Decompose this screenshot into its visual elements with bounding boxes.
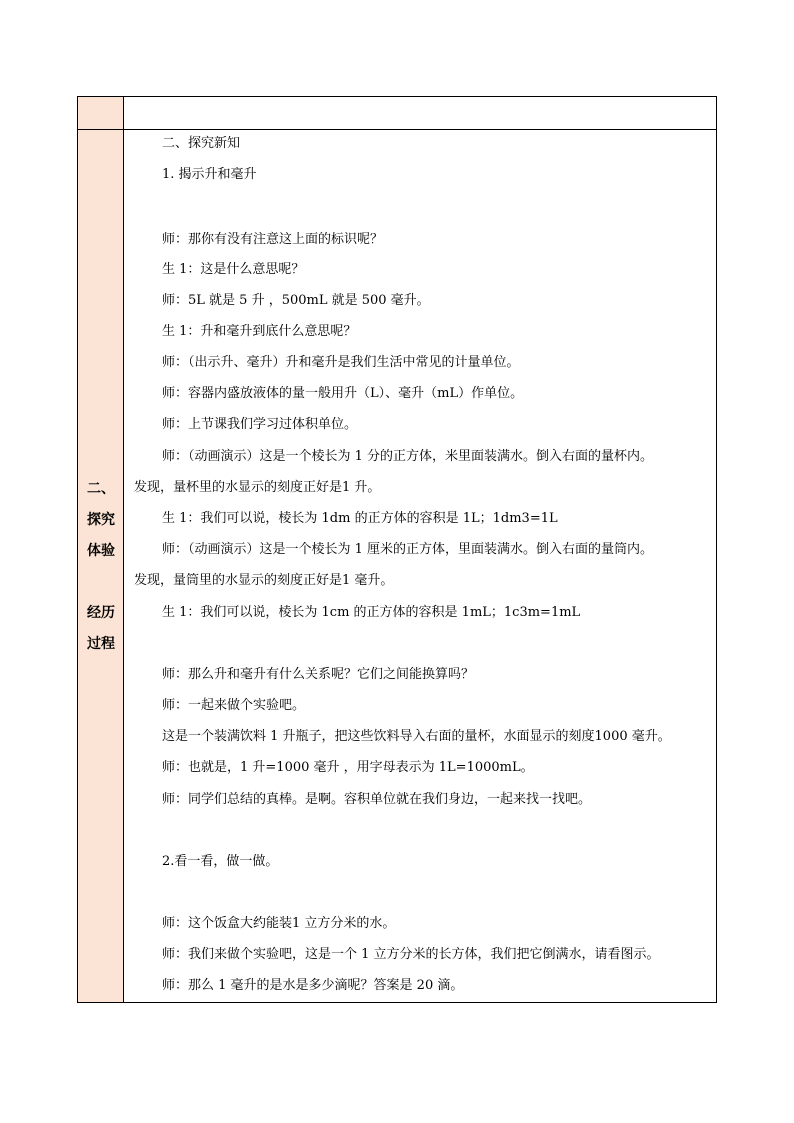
content-line: 师：容器内盛放液体的量一般用升（L）、毫升（mL）作单位。	[162, 386, 524, 401]
content-line: 师：（动画演示）这是一个棱长为 1 厘米的正方体，里面装满水。倒入右面的量筒内。	[162, 542, 654, 557]
row-divider	[78, 129, 716, 130]
content-line: 师：（动画演示）这是一个棱长为 1 分的正方体，米里面装满水。倒入右面的量杯内。	[162, 449, 654, 464]
content-line: 发现，量杯里的水显示的刻度正好是1 升。	[134, 480, 381, 495]
content-line: 生 1：升和毫升到底什么意思呢？	[162, 324, 357, 339]
content-line: 师：这个饭盒大约能装1 立方分米的水。	[162, 916, 396, 931]
content-line: 师：同学们总结的真棒。是啊。容积单位就在我们身边，一起来找一找吧。	[162, 792, 592, 807]
content-line: 师：我们来做个实验吧，这是一个 1 立方分米的长方体，我们把它倒满水，请看图示。	[162, 947, 660, 962]
content-line: 师：一起来做个实验吧。	[162, 698, 306, 713]
section-label-line-2: 探究	[87, 512, 115, 528]
content-line: 师：那么 1 毫升的是水是多少滴呢？答案是 20 滴。	[162, 978, 464, 993]
content-line: 发现，量筒里的水显示的刻度正好是1 毫升。	[134, 573, 394, 588]
content-line: 师：也就是，1 升=1000 毫升 ，用字母表示为 1L=1000mL。	[162, 760, 534, 775]
section-column	[78, 97, 124, 1002]
content-line: 生 1：我们可以说，棱长为 1cm 的正方体的容积是 1mL；1c3m=1mL	[162, 605, 581, 620]
section-label-line-3: 体验	[87, 543, 115, 559]
content-line: 师：5L 就是 5 升 ，500mL 就是 500 毫升。	[162, 293, 430, 308]
content-line: 师：上节课我们学习过体积单位。	[162, 417, 358, 432]
content-line: 二、探究新知	[162, 136, 241, 151]
content-line: 这是一个装满饮料 1 升瓶子，把这些饮料导入右面的量杯，水面显示的刻度1000 毫升。	[162, 729, 671, 744]
content-line: 2.看一看，做一做。	[162, 854, 279, 869]
section-label-line-4: 经历	[87, 605, 115, 621]
content-line: 师：那么升和毫升有什么关系呢？它们之间能换算吗？	[162, 667, 475, 682]
lesson-table	[77, 96, 717, 1003]
content-line: 师：（出示升、毫升）升和毫升是我们生活中常见的计量单位。	[162, 355, 520, 370]
content-line: 1. 揭示升和毫升	[162, 167, 257, 182]
content-line: 师：那你有没有注意这上面的标识呢？	[162, 232, 384, 247]
content-line: 生 1：这是什么意思呢？	[162, 262, 305, 277]
section-label-line-5: 过程	[87, 636, 115, 652]
content-line: 生 1：我们可以说，棱长为 1dm 的正方体的容积是 1L；1dm3=1L	[162, 511, 558, 526]
section-label-line-1: 二、	[87, 481, 115, 497]
